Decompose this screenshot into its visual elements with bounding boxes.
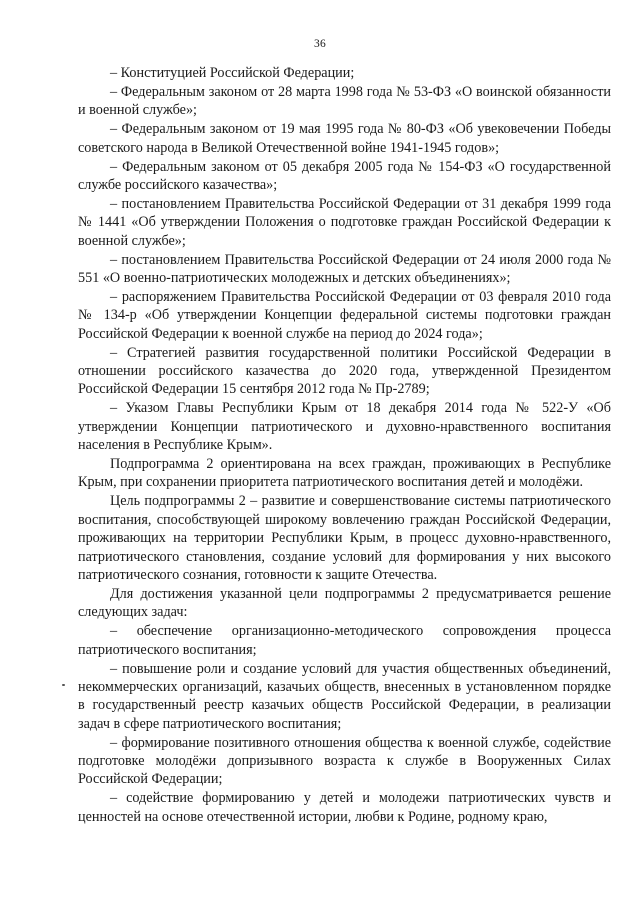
paragraph-target-audience: Подпрограмма 2 ориентирована на всех граждан, проживающих в Республике Крым, при сохранении приоритета патриотического воспитания детей и молодёжи. [78, 456, 611, 491]
list-item-constitution: – Конституцией Российской Федерации; [110, 65, 355, 81]
list-item-decree-522u: – Указом Главы Республики Крым от 18 декабря 2014 года № 522-У «Об утверждении Концепции патриотического и духовно-нравственного воспитания населения в Республике Крым». [78, 400, 611, 454]
document-body [78, 64, 611, 827]
list-item-order-134r: – распоряжением Правительства Российской Федерации от 03 февраля 2010 года № 134-р «Об утверждении Концепции федеральной системы подготовки граждан Российской Федерации к военной службе на период до 2024 года»; [78, 288, 611, 342]
list-item-cossack-strategy: – Стратегией развития государственной политики Российской Федерации в отношении российского казачества до 2020 года, утвержденной Президентом Российской Федерации 15 сентября 2012 года № Пр-2789; [78, 344, 611, 398]
scan-artifact [62, 684, 65, 686]
list-item-law-80fz: – Федеральным законом от 19 мая 1995 года № 80-ФЗ «Об увековечении Победы советского народа в Великой Отечественной войне 1941-1945 годов»; [78, 121, 611, 156]
task-item-public-associations: – повышение роли и создание условий для участия общественных объединений, некоммерческих организаций, казачьих обществ, внесенных в установленном порядке в государственный реестр казачьих обществ Российской Федерации, в реализации задач в сфере патриотического воспитания; [78, 660, 611, 732]
paragraph-goal: Цель подпрограммы 2 – развитие и совершенствование системы патриотического воспитания, способствующей широкому вовлечению граждан Российской Федерации, проживающих на территории Республики Крым, в процесс духовно-нравственного, патриотического становления, создание условий для формирования у них высокого патриотического сознания, готовности к защите Отечества. [78, 493, 611, 583]
task-item-methodical-support: – обеспечение организационно-методического сопровождения процесса патриотического воспитания; [78, 623, 611, 658]
list-item-law-53fz: – Федеральным законом от 28 марта 1998 года № 53-ФЗ «О воинской обязанности и военной службе»; [78, 83, 611, 119]
page-number: 36 [313, 38, 327, 50]
list-item-law-154fz: – Федеральным законом от 05 декабря 2005 года № 154-ФЗ «О государственной службе российского казачества»; [78, 158, 611, 193]
task-item-military-service: – формирование позитивного отношения общества к военной службе, содействие подготовке молодёжи допризывного возраста к службе в Вооруженных Силах Российской Федерации; [78, 734, 611, 788]
paragraph-tasks-intro: Для достижения указанной цели подпрограммы 2 предусматривается решение следующих задач: [78, 585, 611, 621]
task-item-patriotic-feelings: – содействие формированию у детей и молодежи патриотических чувств и ценностей на основе отечественной истории, любви к Родине, родному краю, [78, 790, 611, 825]
list-item-resolution-1441: – постановлением Правительства Российской Федерации от 31 декабря 1999 года № 1441 «Об утверждении Положения о подготовке граждан Российской Федерации к военной службе»; [78, 195, 611, 249]
list-item-resolution-551: – постановлением Правительства Российской Федерации от 24 июля 2000 года № 551 «О военно-патриотических молодежных и детских объединениях»; [78, 251, 611, 286]
